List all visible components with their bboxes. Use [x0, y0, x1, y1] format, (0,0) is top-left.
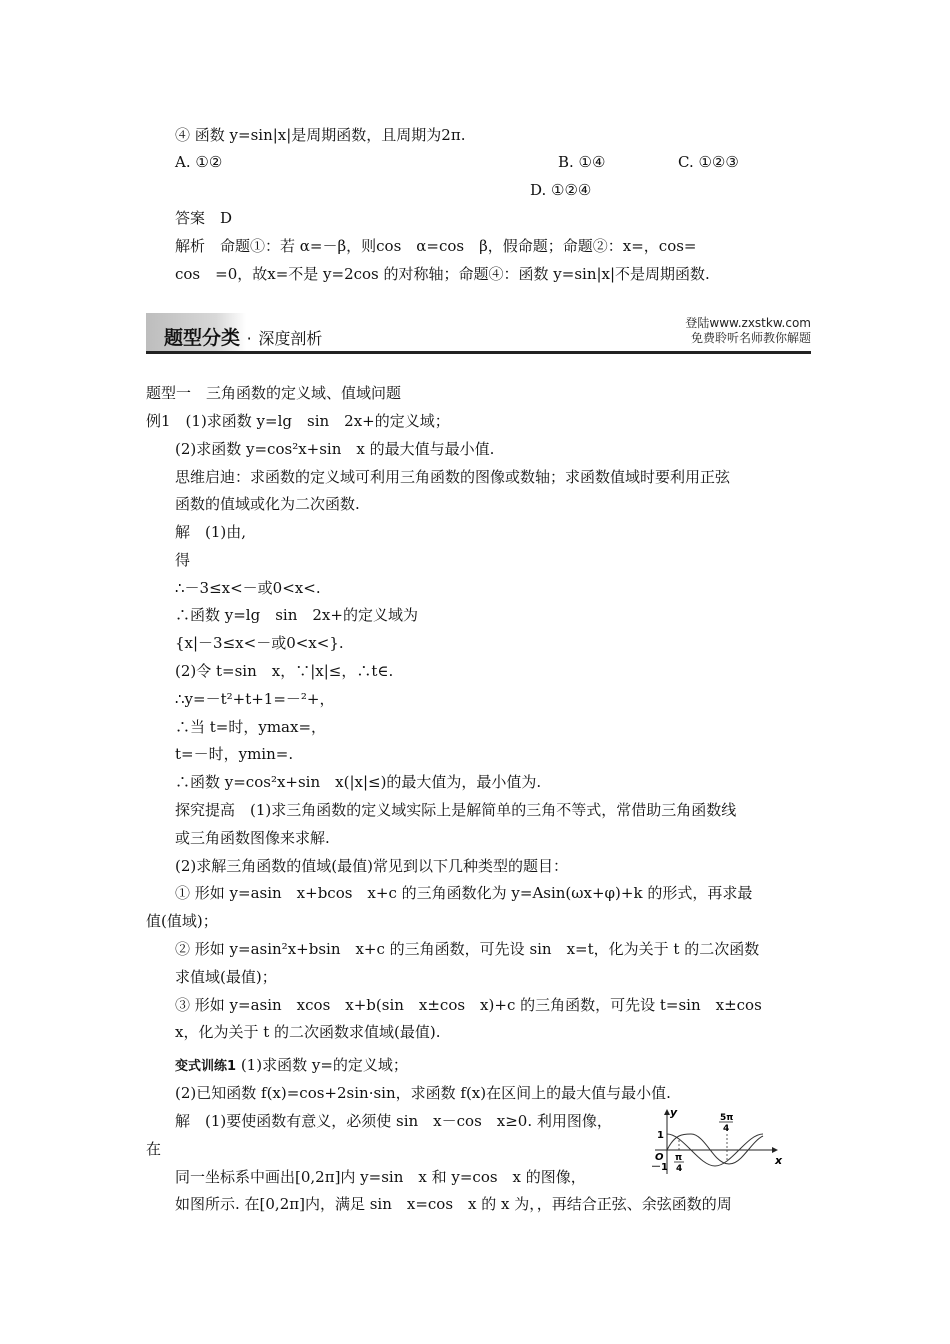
- body-line: 值(值域)；: [146, 912, 218, 930]
- body-line: ∴当 t=时，ymax=，: [175, 718, 327, 736]
- sin-cos-graph: [645, 1106, 785, 1178]
- solution-line-1b: 在: [146, 1140, 162, 1158]
- banner-rule: [146, 351, 811, 354]
- variant-line-2: (2)已知函数 f(x)=cos+2sin·sin，求函数 f(x)在区间上的最大值与最小值.: [175, 1084, 671, 1102]
- option-a: A. ①②: [175, 153, 223, 171]
- option-b: B. ①④: [558, 153, 606, 171]
- solution-line-3: 如图所示. 在[0,2π]内，满足 sin x=cos x 的 x 为，，再结合正弦、余弦函数的周: [175, 1195, 732, 1213]
- banner-subtitle: 深度剖析: [258, 329, 323, 348]
- site-line-2: 免费聆听名师教你解题: [690, 331, 811, 345]
- body-line: 探究提高 (1)求三角函数的定义域实际上是解简单的三角不等式，常借助三角函数线: [175, 801, 737, 819]
- body-line: (2)令 t=sin x，∵|x|≤，∴t∈.: [175, 662, 394, 680]
- variant-label: 变式训练1: [175, 1059, 237, 1074]
- body-line: ∴y=－t²+t+1=－²+，: [175, 690, 335, 708]
- fivepi-num: 5π: [720, 1113, 734, 1123]
- variant-line: [175, 1055, 408, 1077]
- banner-site: [685, 316, 811, 346]
- body-line: (2)求函数 y=cos²x+sin x 的最大值与最小值.: [175, 440, 495, 458]
- body-line: 求值域(最值)；: [175, 968, 277, 986]
- pi-num: π: [675, 1153, 683, 1163]
- option-d: D. ①②④: [530, 181, 592, 199]
- variant-text: (1)求函数 y=的定义域；: [240, 1056, 408, 1074]
- banner-dot: ·: [246, 329, 252, 348]
- body-line: x，化为关于 t 的二次函数求值域(最值).: [175, 1023, 441, 1041]
- banner-title-main: 题型分类: [164, 327, 241, 349]
- body-line: ∴函数 y=cos²x+sin x(|x|≤)的最大值为，最小值为.: [175, 773, 542, 791]
- solution-line-1: 解 (1)要使函数有意义，必须使 sin x－cos x≥0. 利用图像，: [175, 1112, 612, 1130]
- site-line-1: 登陆www.zxstkw.com: [685, 316, 811, 330]
- body-line: ∴－3≤x<－或0<x<.: [175, 579, 321, 597]
- body-line: 题型一 三角函数的定义域、值域问题: [146, 384, 402, 402]
- statement-4: ④ 函数 y=sin|x|是周期函数，且周期为2π.: [175, 126, 466, 144]
- body-line: ② 形如 y=asin²x+bsin x+c 的三角函数，可先设 sin x=t，化为关于 t 的二次函数: [175, 940, 760, 958]
- tick-minus-1: －1: [651, 1162, 668, 1173]
- body-line: ① 形如 y=asin x+bcos x+c 的三角函数化为 y=Asin(ωx+φ)+k 的形式，再求最: [175, 884, 753, 902]
- section-banner: [146, 313, 811, 353]
- body-line: 或三角函数图像来求解.: [175, 829, 330, 847]
- body-line: ∴函数 y=lg sin 2x+的定义域为: [175, 606, 418, 624]
- body-line: {x|－3≤x<－或0<x<}.: [175, 634, 344, 652]
- body-line: 函数的值域或化为二次函数.: [175, 495, 360, 513]
- body-line: 解 (1)由,: [175, 523, 247, 541]
- analysis-line-2: cos =0，故x=不是 y=2cos 的对称轴；命题④：函数 y=sin|x|不是周期函数.: [175, 265, 710, 283]
- body-line: 得: [175, 551, 191, 569]
- option-c: C. ①②③: [678, 153, 739, 171]
- pi-den: 4: [676, 1164, 683, 1174]
- solution-line-2: 同一坐标系中画出[0,2π]内 y=sin x 和 y=cos x 的图像，: [175, 1168, 586, 1186]
- x-axis-label: x: [775, 1154, 783, 1167]
- y-axis-label: y: [670, 1106, 678, 1119]
- answer: 答案 D: [175, 209, 233, 227]
- body-line: (2)求解三角函数的值域(最值)常见到以下几种类型的题目：: [175, 857, 568, 875]
- body-line: t=－时，ymin=.: [175, 745, 294, 763]
- body-line: 思维启迪：求函数的定义域可利用三角函数的图像或数轴；求函数值域时要利用正弦: [175, 468, 731, 486]
- body-line: 例1 (1)求函数 y=lg sin 2x+的定义域；: [146, 412, 450, 430]
- banner-title: [164, 323, 322, 350]
- origin-label: O: [655, 1152, 664, 1163]
- analysis-line-1: 解析 命题①：若 α=－β，则cos α=cos β，假命题；命题②：x=，cos=: [175, 237, 697, 255]
- fivepi-den: 4: [723, 1124, 730, 1134]
- tick-1: 1: [657, 1130, 664, 1141]
- body-line: ③ 形如 y=asin xcos x+b(sin x±cos x)+c 的三角函数，可先设 t=sin x±cos: [175, 996, 762, 1014]
